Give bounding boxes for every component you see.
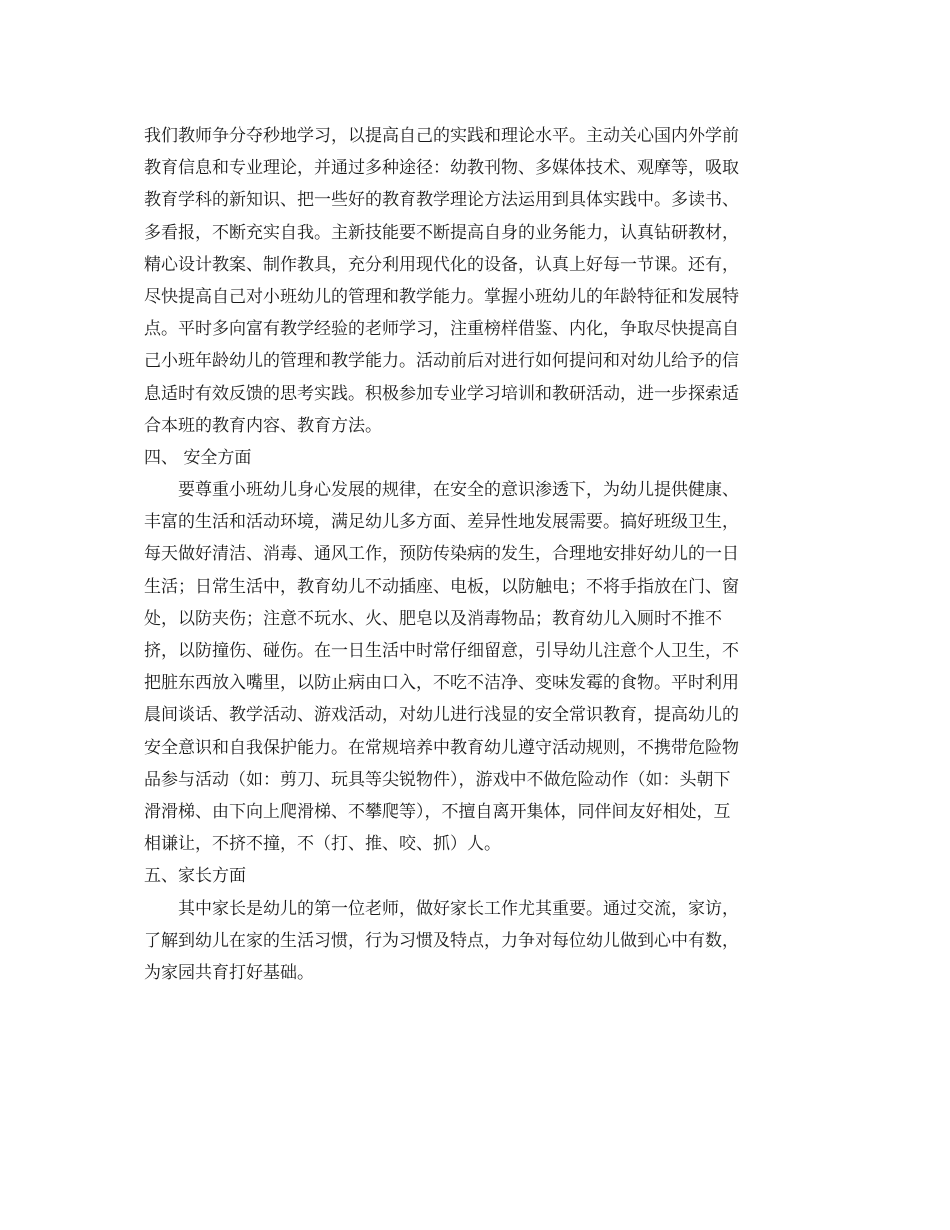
section-heading-safety [144,442,806,474]
text-line: 处，以防夹伤；注意不玩水、火、肥皂以及消毒物品；教育幼儿入厕时不推不 [144,608,722,629]
text-line: 息适时有效反馈的思考实践。积极参加专业学习培训和教研活动，进一步探索适 [144,383,739,404]
text-line: 精心设计教案、制作教具，充分利用现代化的设备，认真上好每一节课。还有， [144,254,739,275]
text-line: 己小班年龄幼儿的管理和教学能力。活动前后对进行如何提问和对幼儿给予的信 [144,351,739,372]
section-heading-text: 五、家长方面 [144,866,246,887]
text-line: 品参与活动（如：剪刀、玩具等尖锐物件），游戏中不做危险动作（如：头朝下 [144,769,731,790]
text-line: 相谦让，不挤不撞，不（打、推、咬、抓）人。 [144,834,501,855]
text-line: 点。平时多向富有教学经验的老师学习，注重榜样借鉴、内化，争取尽快提高自 [144,319,739,340]
text-line: 多看报，不断充实自我。主新技能要不断提高自身的业务能力，认真钻研教材， [144,222,739,243]
text-line: 我们教师争分夺秒地学习，以提高自己的实践和理论水平。主动关心国内外学前 [144,126,739,146]
text-line: 教育学科的新知识、把一些好的教育教学理论方法运用到具体实践中。多读书、 [144,190,739,211]
section-heading-parents [144,860,806,892]
document-body [144,120,806,989]
text-line: 每天做好清洁、消毒、通风工作，预防传染病的发生，合理地安排好幼儿的一日 [144,544,739,565]
text-line: 要尊重小班幼儿身心发展的规律，在安全的意识渗透下，为幼儿提供健康、 [178,480,739,501]
text-line: 了解到幼儿在家的生活习惯，行为习惯及特点，力争对每位幼儿做到心中有数， [144,930,739,951]
text-line: 教育信息和专业理论，并通过多种途径：幼教刊物、多媒体技术、观摩等，吸取 [144,158,739,179]
text-line: 晨间谈话、教学活动、游戏活动，对幼儿进行浅显的安全常识教育，提高幼儿的 [144,705,739,726]
text-line: 生活；日常生活中，教育幼儿不动插座、电板，以防触电；不将手指放在门、窗 [144,576,739,597]
text-line: 把脏东西放入嘴里，以防止病由口入，不吃不洁净、变味发霉的食物。平时利用 [144,673,739,694]
text-line: 合本班的教育内容、教育方法。 [144,415,382,436]
text-line: 滑滑梯、由下向上爬滑梯、不攀爬等），不擅自离开集体，同伴间友好相处，互 [144,801,731,822]
text-line: 挤，以防撞伤、碰伤。在一日生活中时常仔细留意，引导幼儿注意个人卫生，不 [144,641,739,661]
body-paragraph [144,120,806,442]
text-line: 其中家长是幼儿的第一位老师，做好家长工作尤其重要。通过交流，家访， [178,898,739,919]
text-line: 为家园共育打好基础。 [144,962,314,983]
text-line: 尽快提高自己对小班幼儿的管理和教学能力。掌握小班幼儿的年龄特征和发展特 [144,286,739,307]
text-line: 安全意识和自我保护能力。在常规培养中教育幼儿遵守活动规则，不携带危险物 [144,737,739,758]
body-paragraph [144,474,806,860]
section-heading-text: 四、 安全方面 [144,447,252,468]
text-line: 丰富的生活和活动环境，满足幼儿多方面、差异性地发展需要。搞好班级卫生， [144,512,739,533]
body-paragraph [144,893,806,990]
